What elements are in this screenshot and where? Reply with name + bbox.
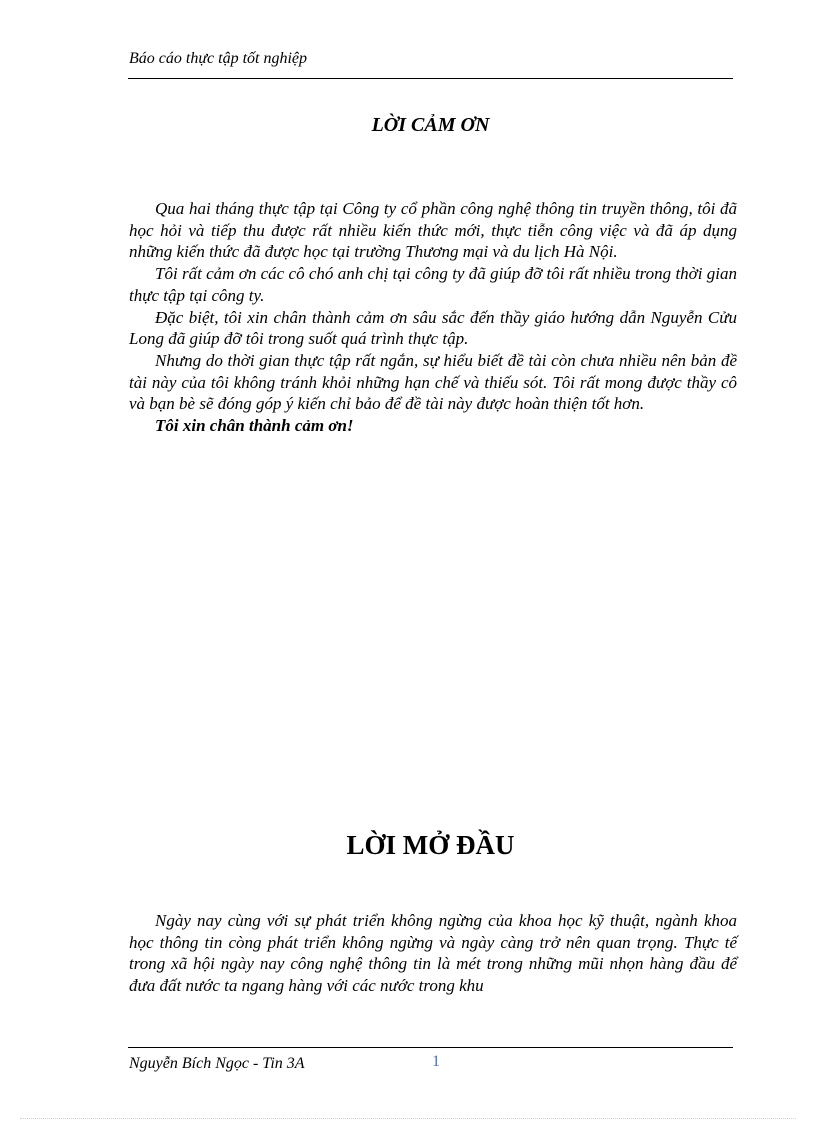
header-rule — [128, 78, 733, 79]
acknowledgement-paragraph: Đặc biệt, tôi xin chân thành cảm ơn sâu sắc đến thầy giáo hướng dẫn Nguyễn Cửu Long đã giúp đỡ tôi trong suốt quá trình thực tập. — [129, 307, 737, 349]
acknowledgement-paragraph: Qua hai tháng thực tập tại Công ty cổ phần công nghệ thông tin truyền thông, tôi đã học hỏi và tiếp thu được rất nhiều kiến thức mới, thực tiễn công việc và đã áp dụng những kiến thức đã được học tại trường Thương mại và du lịch Hà Nội. — [129, 199, 737, 262]
acknowledgement-body — [129, 198, 737, 437]
introduction-body — [129, 910, 737, 997]
header-text: Báo cáo thực tập tốt nghiệp — [129, 50, 308, 67]
acknowledgement-closing: Tôi xin chân thành cảm ơn! — [155, 416, 354, 436]
acknowledgement-paragraph: Tôi rất cảm ơn các cô chó anh chị tại công ty đã giúp đỡ tôi rất nhiều trong thời gian thực tập tại công ty. — [129, 264, 737, 305]
footer-rule — [128, 1047, 733, 1048]
page-number: 1 — [432, 1053, 440, 1070]
acknowledgement-paragraph: Nhưng do thời gian thực tập rất ngắn, sự hiểu biết đề tài còn chưa nhiều nên bản đề tài này của tôi không tránh khỏi những hạn chế và thiếu sót. Tôi rất mong được thầy cô và bạn bè sẽ đóng góp ý kiến chỉ bảo để đề tài này được hoàn thiện tốt hơn. — [129, 350, 737, 414]
footer-author: Nguyễn Bích Ngọc - Tin 3A — [129, 1055, 305, 1072]
acknowledgement-title: LỜI CẢM ƠN — [371, 114, 490, 136]
page-bottom-edge — [20, 1118, 796, 1119]
introduction-title: LỜI MỞ ĐẦU — [346, 830, 515, 860]
introduction-paragraph: Ngày nay cùng với sự phát triển không ngừng của khoa học kỹ thuật, ngành khoa học thông tin còng phát triển không ngừng và ngày càng trở nên quan trọng. Thực tế trong xã hội ngày nay công nghệ thông tin là mét trong những mũi nhọn hàng đầu để đưa đất nước ta ngang hàng với các nước trong khu — [129, 911, 737, 996]
